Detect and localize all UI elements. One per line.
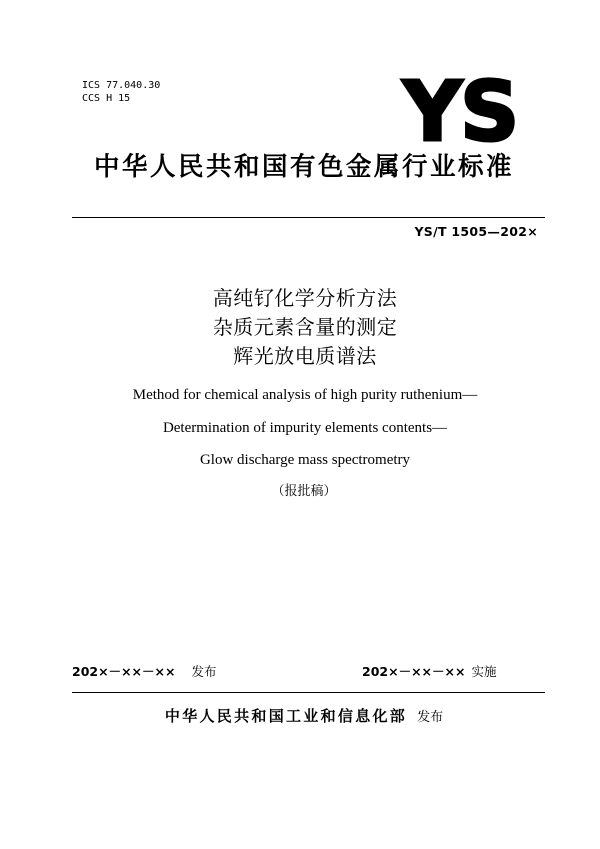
publish-label: 发布 xyxy=(191,664,217,679)
publish-date: 202×－××－×× xyxy=(72,664,176,679)
ics-code: ICS 77.040.30 xyxy=(82,80,161,91)
ccs-code: CCS H 15 xyxy=(82,93,131,104)
standard-number: YS/T 1505—202× xyxy=(414,224,538,239)
ys-logo-graphic xyxy=(395,60,525,150)
footer-divider xyxy=(72,692,545,693)
title-en-line-2: Determination of impurity elements contents— xyxy=(162,420,448,436)
ys-logo xyxy=(395,60,525,150)
title-en-line-3: Glow discharge mass spectrometry xyxy=(199,452,411,468)
implement-label: 实施 xyxy=(471,664,497,679)
issuer-name: 中华人民共和国工业和信息化部 xyxy=(164,707,408,725)
header-divider xyxy=(72,217,545,218)
issuer-action: 发布 xyxy=(417,710,444,725)
title-en-line-1: Method for chemical analysis of high purity ruthenium— xyxy=(132,387,478,403)
issuer-line xyxy=(0,706,600,728)
title-cn-line-2: 杂质元素含量的测定 xyxy=(212,315,398,339)
standard-category-title: 中华人民共和国有色金属行业标准 xyxy=(93,152,514,182)
title-cn-line-3: 辉光放电质谱法 xyxy=(233,344,377,368)
draft-status: （报批稿） xyxy=(271,484,337,499)
ys-logo-text: YS xyxy=(402,65,518,150)
implement-date-group xyxy=(362,664,496,680)
publish-date-group xyxy=(72,664,216,680)
implement-date: 202×－××－×× xyxy=(362,664,466,679)
title-cn-line-1: 高纯钌化学分析方法 xyxy=(212,286,398,310)
